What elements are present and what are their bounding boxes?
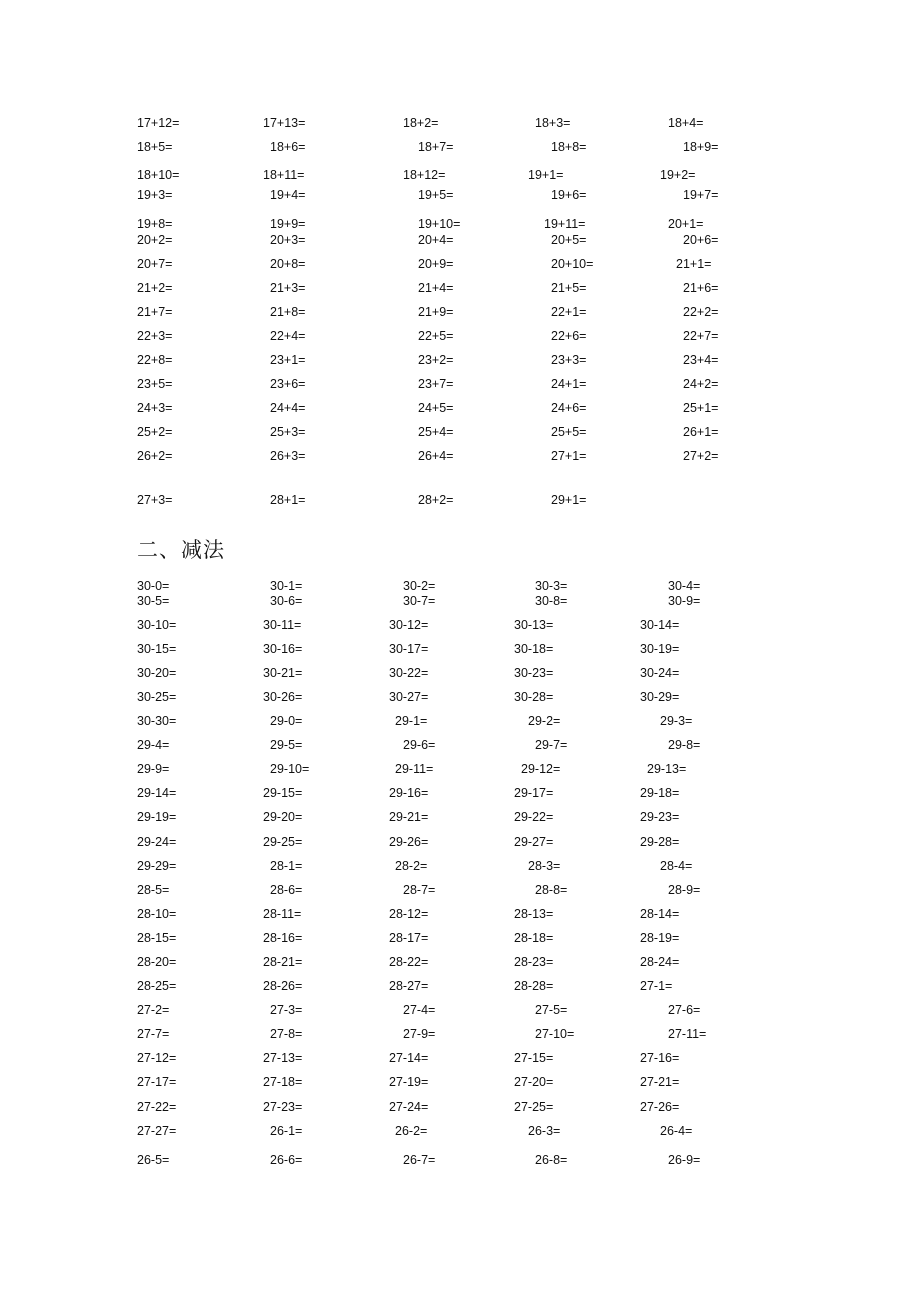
subtraction-row xyxy=(0,858,920,876)
subtraction-problem: 28-13= xyxy=(514,907,554,921)
subtraction-problem: 29-25= xyxy=(263,835,303,849)
addition-problem: 19+7= xyxy=(683,188,719,202)
addition-problem: 23+1= xyxy=(270,353,306,367)
addition-problem: 23+3= xyxy=(551,353,587,367)
subtraction-problem: 27-24= xyxy=(389,1100,429,1114)
subtraction-problem: 29-15= xyxy=(263,786,303,800)
subtraction-problem: 28-27= xyxy=(389,979,429,993)
subtraction-problem: 30-29= xyxy=(640,690,680,704)
addition-problem: 23+4= xyxy=(683,353,719,367)
addition-row xyxy=(0,139,920,157)
subtraction-problem: 28-19= xyxy=(640,931,680,945)
subtraction-problem: 30-14= xyxy=(640,618,680,632)
subtraction-problem: 30-3= xyxy=(535,579,568,593)
subtraction-row xyxy=(0,1123,920,1141)
addition-problem: 23+2= xyxy=(418,353,454,367)
subtraction-problem: 27-17= xyxy=(137,1075,177,1089)
subtraction-row xyxy=(0,930,920,948)
addition-problem: 21+3= xyxy=(270,281,306,295)
subtraction-problem: 30-25= xyxy=(137,690,177,704)
addition-problem: 22+5= xyxy=(418,329,454,343)
addition-problem: 24+3= xyxy=(137,401,173,415)
subtraction-problem: 26-1= xyxy=(270,1124,303,1138)
subtraction-row xyxy=(0,761,920,779)
addition-problem: 18+2= xyxy=(403,116,439,130)
addition-row xyxy=(0,352,920,370)
subtraction-problem: 30-23= xyxy=(514,666,554,680)
subtraction-row xyxy=(0,1026,920,1044)
subtraction-problem: 29-3= xyxy=(660,714,693,728)
subtraction-problem: 30-0= xyxy=(137,579,170,593)
addition-problem: 26+3= xyxy=(270,449,306,463)
addition-problem: 21+7= xyxy=(137,305,173,319)
addition-problem: 17+12= xyxy=(137,116,180,130)
addition-problem: 20+3= xyxy=(270,233,306,247)
subtraction-problem: 27-9= xyxy=(403,1027,436,1041)
subtraction-row xyxy=(0,1002,920,1020)
addition-problem: 28+1= xyxy=(270,493,306,507)
subtraction-problem: 30-27= xyxy=(389,690,429,704)
addition-problem: 17+13= xyxy=(263,116,306,130)
subtraction-problem: 29-18= xyxy=(640,786,680,800)
addition-problem: 25+2= xyxy=(137,425,173,439)
subtraction-row xyxy=(0,689,920,707)
subtraction-problem: 29-29= xyxy=(137,859,177,873)
addition-problem: 19+5= xyxy=(418,188,454,202)
addition-problem: 18+9= xyxy=(683,140,719,154)
subtraction-problem: 27-11= xyxy=(668,1027,707,1041)
subtraction-problem: 29-28= xyxy=(640,835,680,849)
subtraction-problem: 28-1= xyxy=(270,859,303,873)
addition-problem: 22+6= xyxy=(551,329,587,343)
subtraction-problem: 27-27= xyxy=(137,1124,177,1138)
addition-problem: 25+4= xyxy=(418,425,454,439)
addition-problem: 22+8= xyxy=(137,353,173,367)
subtraction-problem: 27-14= xyxy=(389,1051,429,1065)
addition-problem: 22+2= xyxy=(683,305,719,319)
subtraction-problem: 27-1= xyxy=(640,979,673,993)
subtraction-problem: 29-19= xyxy=(137,810,177,824)
subtraction-problem: 27-16= xyxy=(640,1051,680,1065)
subtraction-problem: 30-6= xyxy=(270,594,303,608)
subtraction-row xyxy=(0,834,920,852)
addition-row xyxy=(0,115,920,133)
subtraction-problem: 28-21= xyxy=(263,955,303,969)
subtraction-problem: 30-21= xyxy=(263,666,303,680)
subtraction-problem: 30-20= xyxy=(137,666,177,680)
addition-problem: 29+1= xyxy=(551,493,587,507)
addition-problem: 23+7= xyxy=(418,377,454,391)
subtraction-problem: 28-17= xyxy=(389,931,429,945)
subtraction-problem: 27-7= xyxy=(137,1027,170,1041)
subtraction-heading: 二、减法 xyxy=(137,538,225,562)
addition-problem: 24+1= xyxy=(551,377,587,391)
subtraction-row xyxy=(0,906,920,924)
subtraction-problem: 30-24= xyxy=(640,666,680,680)
addition-row xyxy=(0,187,920,205)
addition-row xyxy=(0,328,920,346)
addition-problem: 18+3= xyxy=(535,116,571,130)
subtraction-problem: 27-2= xyxy=(137,1003,170,1017)
subtraction-problem: 28-6= xyxy=(270,883,303,897)
addition-problem: 24+5= xyxy=(418,401,454,415)
addition-problem: 21+4= xyxy=(418,281,454,295)
addition-problem: 19+6= xyxy=(551,188,587,202)
subtraction-problem: 30-1= xyxy=(270,579,303,593)
addition-problem: 20+6= xyxy=(683,233,719,247)
subtraction-problem: 28-7= xyxy=(403,883,436,897)
subtraction-problem: 26-5= xyxy=(137,1153,170,1167)
subtraction-problem: 28-2= xyxy=(395,859,428,873)
subtraction-problem: 29-21= xyxy=(389,810,429,824)
subtraction-problem: 30-12= xyxy=(389,618,429,632)
subtraction-problem: 26-2= xyxy=(395,1124,428,1138)
addition-problem: 18+5= xyxy=(137,140,173,154)
addition-row xyxy=(0,256,920,274)
subtraction-row xyxy=(0,882,920,900)
addition-problem: 28+2= xyxy=(418,493,454,507)
addition-row xyxy=(0,492,920,510)
subtraction-problem: 27-22= xyxy=(137,1100,177,1114)
addition-problem: 25+5= xyxy=(551,425,587,439)
subtraction-problem: 26-8= xyxy=(535,1153,568,1167)
subtraction-problem: 29-11= xyxy=(395,762,434,776)
addition-problem: 26+4= xyxy=(418,449,454,463)
addition-problem: 21+9= xyxy=(418,305,454,319)
subtraction-problem: 28-10= xyxy=(137,907,177,921)
addition-problem: 21+1= xyxy=(676,257,712,271)
addition-problem: 18+4= xyxy=(668,116,704,130)
addition-problem: 19+8= xyxy=(137,217,173,231)
subtraction-problem: 28-25= xyxy=(137,979,177,993)
subtraction-problem: 26-6= xyxy=(270,1153,303,1167)
addition-problem: 19+4= xyxy=(270,188,306,202)
subtraction-problem: 29-1= xyxy=(395,714,428,728)
subtraction-problem: 27-23= xyxy=(263,1100,303,1114)
addition-problem: 22+3= xyxy=(137,329,173,343)
addition-problem: 27+2= xyxy=(683,449,719,463)
subtraction-problem: 27-13= xyxy=(263,1051,303,1065)
addition-row xyxy=(0,400,920,418)
subtraction-problem: 30-17= xyxy=(389,642,429,656)
subtraction-problem: 27-5= xyxy=(535,1003,568,1017)
addition-problem: 21+6= xyxy=(683,281,719,295)
subtraction-problem: 26-3= xyxy=(528,1124,561,1138)
subtraction-problem: 27-18= xyxy=(263,1075,303,1089)
subtraction-problem: 29-13= xyxy=(647,762,687,776)
subtraction-row xyxy=(0,954,920,972)
addition-problem: 25+1= xyxy=(683,401,719,415)
subtraction-row xyxy=(0,1050,920,1068)
subtraction-problem: 30-22= xyxy=(389,666,429,680)
subtraction-row xyxy=(0,641,920,659)
addition-problem: 19+9= xyxy=(270,217,306,231)
subtraction-row xyxy=(0,1099,920,1117)
addition-row xyxy=(0,448,920,466)
addition-problem: 20+9= xyxy=(418,257,454,271)
addition-problem: 20+4= xyxy=(418,233,454,247)
subtraction-problem: 27-15= xyxy=(514,1051,554,1065)
addition-problem: 22+4= xyxy=(270,329,306,343)
subtraction-problem: 29-17= xyxy=(514,786,554,800)
subtraction-problem: 28-22= xyxy=(389,955,429,969)
subtraction-problem: 29-5= xyxy=(270,738,303,752)
subtraction-problem: 29-14= xyxy=(137,786,177,800)
addition-problem: 18+7= xyxy=(418,140,454,154)
addition-problem: 23+5= xyxy=(137,377,173,391)
subtraction-problem: 29-4= xyxy=(137,738,170,752)
addition-problem: 26+2= xyxy=(137,449,173,463)
addition-problem: 18+12= xyxy=(403,168,446,182)
subtraction-problem: 28-26= xyxy=(263,979,303,993)
subtraction-problem: 28-11= xyxy=(263,907,302,921)
subtraction-problem: 30-7= xyxy=(403,594,436,608)
subtraction-problem: 28-16= xyxy=(263,931,303,945)
addition-problem: 20+5= xyxy=(551,233,587,247)
subtraction-problem: 29-6= xyxy=(403,738,436,752)
addition-problem: 27+3= xyxy=(137,493,173,507)
subtraction-row xyxy=(0,785,920,803)
subtraction-problem: 28-5= xyxy=(137,883,170,897)
subtraction-problem: 30-11= xyxy=(263,618,302,632)
subtraction-problem: 27-19= xyxy=(389,1075,429,1089)
subtraction-problem: 29-27= xyxy=(514,835,554,849)
addition-problem: 20+1= xyxy=(668,217,704,231)
subtraction-problem: 29-16= xyxy=(389,786,429,800)
subtraction-problem: 27-8= xyxy=(270,1027,303,1041)
subtraction-problem: 28-8= xyxy=(535,883,568,897)
addition-problem: 23+6= xyxy=(270,377,306,391)
subtraction-problem: 27-21= xyxy=(640,1075,680,1089)
subtraction-problem: 30-9= xyxy=(668,594,701,608)
addition-problem: 21+2= xyxy=(137,281,173,295)
addition-problem: 21+8= xyxy=(270,305,306,319)
addition-row xyxy=(0,376,920,394)
subtraction-problem: 29-2= xyxy=(528,714,561,728)
addition-problem: 24+6= xyxy=(551,401,587,415)
subtraction-problem: 28-14= xyxy=(640,907,680,921)
subtraction-problem: 30-26= xyxy=(263,690,303,704)
subtraction-problem: 30-15= xyxy=(137,642,177,656)
addition-problem: 22+7= xyxy=(683,329,719,343)
addition-problem: 20+7= xyxy=(137,257,173,271)
subtraction-problem: 29-10= xyxy=(270,762,310,776)
subtraction-problem: 28-20= xyxy=(137,955,177,969)
addition-problem: 20+2= xyxy=(137,233,173,247)
subtraction-problem: 26-7= xyxy=(403,1153,436,1167)
subtraction-problem: 30-10= xyxy=(137,618,177,632)
subtraction-row xyxy=(0,713,920,731)
subtraction-problem: 27-10= xyxy=(535,1027,575,1041)
subtraction-problem: 30-8= xyxy=(535,594,568,608)
subtraction-problem: 30-18= xyxy=(514,642,554,656)
addition-problem: 19+1= xyxy=(528,168,564,182)
subtraction-problem: 27-26= xyxy=(640,1100,680,1114)
addition-row xyxy=(0,232,920,250)
subtraction-problem: 28-12= xyxy=(389,907,429,921)
addition-problem: 18+6= xyxy=(270,140,306,154)
subtraction-problem: 29-12= xyxy=(521,762,561,776)
subtraction-problem: 28-4= xyxy=(660,859,693,873)
subtraction-problem: 29-20= xyxy=(263,810,303,824)
subtraction-problem: 29-7= xyxy=(535,738,568,752)
subtraction-problem: 29-0= xyxy=(270,714,303,728)
subtraction-problem: 28-18= xyxy=(514,931,554,945)
subtraction-problem: 30-4= xyxy=(668,579,701,593)
subtraction-row xyxy=(0,665,920,683)
addition-problem: 24+2= xyxy=(683,377,719,391)
addition-problem: 19+3= xyxy=(137,188,173,202)
addition-problem: 18+11= xyxy=(263,168,305,182)
subtraction-problem: 27-3= xyxy=(270,1003,303,1017)
subtraction-problem: 28-3= xyxy=(528,859,561,873)
addition-problem: 19+2= xyxy=(660,168,696,182)
subtraction-problem: 29-22= xyxy=(514,810,554,824)
subtraction-problem: 29-9= xyxy=(137,762,170,776)
addition-row xyxy=(0,424,920,442)
subtraction-problem: 30-5= xyxy=(137,594,170,608)
subtraction-row xyxy=(0,809,920,827)
subtraction-problem: 26-9= xyxy=(668,1153,701,1167)
subtraction-problem: 27-25= xyxy=(514,1100,554,1114)
subtraction-row xyxy=(0,1152,920,1170)
subtraction-problem: 27-12= xyxy=(137,1051,177,1065)
addition-problem: 21+5= xyxy=(551,281,587,295)
addition-row xyxy=(0,167,920,185)
subtraction-problem: 28-9= xyxy=(668,883,701,897)
subtraction-problem: 27-6= xyxy=(668,1003,701,1017)
subtraction-problem: 29-8= xyxy=(668,738,701,752)
addition-problem: 18+8= xyxy=(551,140,587,154)
subtraction-problem: 30-19= xyxy=(640,642,680,656)
subtraction-row xyxy=(0,978,920,996)
subtraction-problem: 30-16= xyxy=(263,642,303,656)
subtraction-problem: 29-24= xyxy=(137,835,177,849)
subtraction-problem: 28-28= xyxy=(514,979,554,993)
subtraction-problem: 30-30= xyxy=(137,714,177,728)
addition-problem: 18+10= xyxy=(137,168,180,182)
subtraction-problem: 27-4= xyxy=(403,1003,436,1017)
subtraction-problem: 30-13= xyxy=(514,618,554,632)
addition-problem: 19+11= xyxy=(544,217,586,231)
subtraction-row xyxy=(0,1074,920,1092)
subtraction-row xyxy=(0,737,920,755)
subtraction-problem: 26-4= xyxy=(660,1124,693,1138)
subtraction-problem: 30-2= xyxy=(403,579,436,593)
addition-problem: 20+10= xyxy=(551,257,594,271)
addition-problem: 22+1= xyxy=(551,305,587,319)
subtraction-problem: 29-23= xyxy=(640,810,680,824)
subtraction-row xyxy=(0,593,920,611)
subtraction-problem: 28-24= xyxy=(640,955,680,969)
addition-problem: 20+8= xyxy=(270,257,306,271)
subtraction-problem: 28-23= xyxy=(514,955,554,969)
addition-row xyxy=(0,280,920,298)
addition-problem: 26+1= xyxy=(683,425,719,439)
subtraction-problem: 27-20= xyxy=(514,1075,554,1089)
addition-problem: 27+1= xyxy=(551,449,587,463)
subtraction-row xyxy=(0,617,920,635)
subtraction-problem: 30-28= xyxy=(514,690,554,704)
addition-problem: 24+4= xyxy=(270,401,306,415)
subtraction-problem: 28-15= xyxy=(137,931,177,945)
addition-problem: 25+3= xyxy=(270,425,306,439)
addition-problem: 19+10= xyxy=(418,217,461,231)
addition-row xyxy=(0,304,920,322)
subtraction-problem: 29-26= xyxy=(389,835,429,849)
